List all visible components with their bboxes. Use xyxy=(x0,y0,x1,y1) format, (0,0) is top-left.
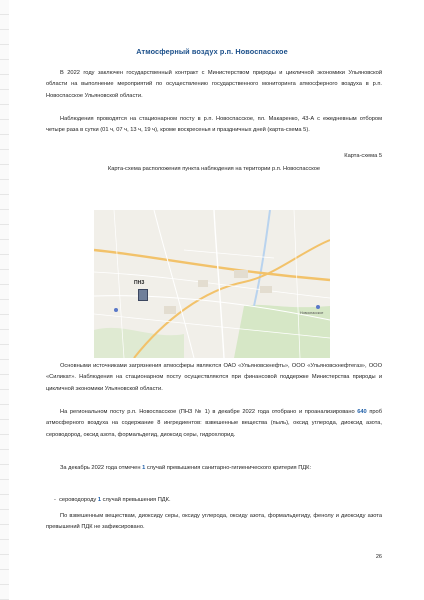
intro-paragraph-1: В 2022 году заключен государственный контракт с Министерством природы и цикличной экономики Ульяновской области на выполнение мероприятий по осуществлению государственного мониторинга атмосферного воздуха в р.п. Новоспасское Ульяновской области. xyxy=(46,70,382,99)
page-title: Атмосферный воздух р.п. Новоспасское xyxy=(136,47,288,56)
map-drawing xyxy=(94,210,330,358)
exceedance-paragraph xyxy=(46,463,382,474)
sources-paragraph: Основными источниками загрязнения атмосферы являются ОАО «Ульяновскнефть», ООО «Ульяновскнефтегаз», ООО «Силикат». Наблюдения на стационарном посту осуществляются при финансовой поддержке Министерства природы и цикличной экономики Ульяновской области. xyxy=(46,363,382,392)
list-item-count: 1 xyxy=(97,497,102,503)
binding-edge xyxy=(0,0,9,600)
samples-count: 640 xyxy=(357,409,367,415)
list-item-text-before: сероводороду xyxy=(59,497,98,503)
list-dash: - xyxy=(54,497,56,503)
map-reference: Карта-схема 5 xyxy=(344,153,382,159)
page-number: 26 xyxy=(375,554,382,560)
samples-paragraph xyxy=(46,407,382,441)
intro-paragraph-2: Наблюдения проводятся на стационарном посту в р.п. Новоспасское, пл. Макаренко, 43-А с ежедневным отбором четыре раза в сутки (01 ч, 07 ч, 13 ч, 19 ч), кроме воскресенья и праздничных дней (карта-схема 5). xyxy=(46,116,382,134)
exceedance-count: 1 xyxy=(142,465,146,471)
town-label: Новоспасское xyxy=(300,311,324,315)
samples-text-after: проб атмосферного воздуха на содержание 8 ингредиентов: взвешенные вещества (пыль), оксид углерода, диоксид азота, сероводород, оксид азота, формальдегид, диоксид серы, гидрохлорид. xyxy=(46,409,382,438)
location-map xyxy=(94,210,330,358)
no-exceedance-paragraph: По взвешенным веществам, диоксиду серы, оксиду углерода, оксиду азота, формальдегиду, фенолу и диоксиду азота превышений ПДК не зафиксировано. xyxy=(46,513,382,531)
post-marker-icon xyxy=(138,289,148,301)
exceedance-list-item xyxy=(54,497,374,503)
exceedance-text-after: случай превышения санитарно-гигиенического критерия ПДК: xyxy=(145,465,312,471)
exceedance-text-before: За декабрь 2022 года отмечен xyxy=(60,465,143,471)
samples-text-before: На региональном посту р.п. Новоспасское (ПНЗ № 1) в декабре 2022 года отобрано и проанализировано xyxy=(60,409,358,415)
list-item-text-after: случай превышения ПДК. xyxy=(101,497,171,503)
map-caption: Карта-схема расположения пункта наблюдения на територии р.п. Новоспасское xyxy=(107,166,321,172)
post-label: ПНЗ xyxy=(134,280,145,286)
